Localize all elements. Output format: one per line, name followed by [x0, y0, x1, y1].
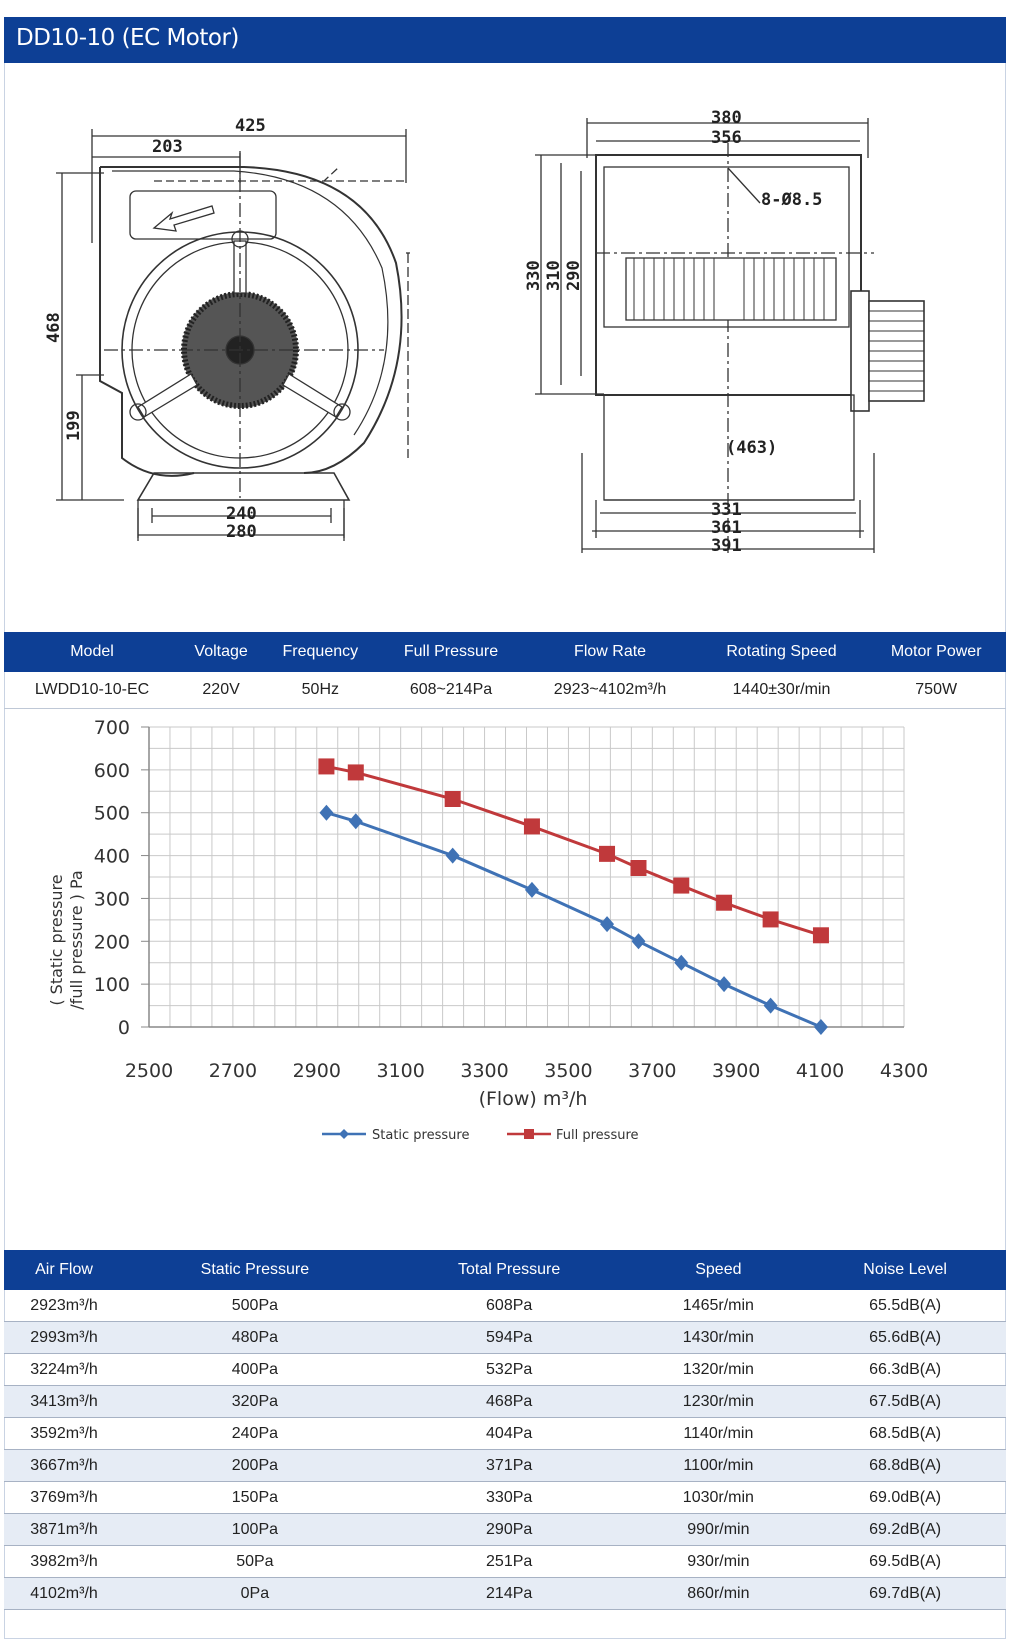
cell-noise-level: 69.7dB(A)	[804, 1578, 1006, 1610]
dim-label: 425	[235, 116, 266, 136]
spec-header-motor-power: Motor Power	[866, 632, 1006, 672]
cell-air-flow: 3982m³/h	[4, 1546, 124, 1578]
dim-label: 203	[152, 137, 183, 157]
dim-label: (463)	[726, 438, 778, 458]
dim-label: 380	[711, 108, 742, 128]
table-row	[4, 1482, 1006, 1514]
data-point-full-pressure	[630, 860, 646, 876]
data-point-static-pressure	[814, 1019, 828, 1035]
y-tick-label: 500	[93, 802, 130, 825]
dim-label: 240	[226, 504, 257, 524]
y-tick-label: 0	[117, 1017, 130, 1039]
table-row	[4, 1418, 1006, 1450]
cell-total-pressure: 532Pa	[386, 1354, 633, 1386]
pressure-flow-chart	[4, 705, 1006, 1245]
cell-static-pressure: 0Pa	[124, 1578, 386, 1610]
data-point-full-pressure	[348, 764, 364, 780]
data-point-full-pressure	[445, 791, 461, 807]
data-point-static-pressure	[600, 916, 614, 932]
chart-legend	[322, 1128, 639, 1143]
spec-header-frequency: Frequency	[262, 632, 378, 672]
perf-header-row	[4, 1250, 1006, 1290]
dim-label: 331	[711, 500, 742, 520]
cell-air-flow: 3224m³/h	[4, 1354, 124, 1386]
cell-static-pressure: 50Pa	[124, 1546, 386, 1578]
perf-table-body	[4, 1290, 1006, 1610]
perf-header-air-flow: Air Flow	[4, 1250, 124, 1290]
data-point-full-pressure	[763, 911, 779, 927]
spec-header-rotating-speed: Rotating Speed	[697, 632, 867, 672]
spec-model: LWDD10-10-EC	[4, 672, 180, 709]
table-row	[4, 1514, 1006, 1546]
dim-label: 391	[711, 536, 742, 556]
cell-noise-level: 68.8dB(A)	[804, 1450, 1006, 1482]
cell-noise-level: 66.3dB(A)	[804, 1354, 1006, 1386]
cell-noise-level: 69.0dB(A)	[804, 1482, 1006, 1514]
dim-label: 290	[564, 260, 584, 291]
cell-noise-level: 65.6dB(A)	[804, 1322, 1006, 1354]
cell-air-flow: 2993m³/h	[4, 1322, 124, 1354]
spec-voltage: 220V	[180, 672, 262, 709]
y-tick-label: 200	[93, 931, 130, 954]
spec-flow-rate: 2923~4102m³/h	[524, 672, 697, 709]
dim-label: 310	[544, 260, 564, 291]
side-view	[535, 118, 924, 553]
cell-air-flow: 3871m³/h	[4, 1514, 124, 1546]
data-point-static-pressure	[764, 998, 778, 1014]
cell-speed: 1230r/min	[633, 1386, 805, 1418]
cell-air-flow: 3413m³/h	[4, 1386, 124, 1418]
cell-static-pressure: 150Pa	[124, 1482, 386, 1514]
table-row	[4, 1354, 1006, 1386]
data-point-full-pressure	[599, 846, 615, 862]
cell-total-pressure: 608Pa	[386, 1290, 633, 1322]
cell-air-flow: 3667m³/h	[4, 1450, 124, 1482]
cell-static-pressure: 240Pa	[124, 1418, 386, 1450]
table-row	[4, 1290, 1006, 1322]
cell-static-pressure: 320Pa	[124, 1386, 386, 1418]
cell-total-pressure: 290Pa	[386, 1514, 633, 1546]
legend-static-marker	[339, 1129, 349, 1139]
cell-speed: 1465r/min	[633, 1290, 805, 1322]
dim-label: 330	[524, 260, 544, 291]
cell-static-pressure: 480Pa	[124, 1322, 386, 1354]
table-row	[4, 1322, 1006, 1354]
data-point-static-pressure	[717, 976, 731, 992]
table-row	[4, 1578, 1006, 1610]
dim-label: 8-Ø8.5	[761, 190, 823, 210]
cell-static-pressure: 200Pa	[124, 1450, 386, 1482]
x-tick-label: 3300	[460, 1060, 509, 1082]
x-tick-label: 4300	[879, 1060, 929, 1082]
table-row	[4, 1386, 1006, 1418]
cell-noise-level: 65.5dB(A)	[804, 1290, 1006, 1322]
spec-header-flow-rate: Flow Rate	[524, 632, 697, 672]
cell-speed: 1140r/min	[633, 1418, 805, 1450]
x-tick-label: 2700	[208, 1060, 258, 1082]
cell-static-pressure: 500Pa	[124, 1290, 386, 1322]
x-axis-label: (Flow) m³/h	[478, 1088, 588, 1110]
cell-total-pressure: 468Pa	[386, 1386, 633, 1418]
cell-static-pressure: 400Pa	[124, 1354, 386, 1386]
y-tick-label: 300	[93, 888, 130, 911]
dim-label: 356	[711, 128, 742, 148]
cell-total-pressure: 330Pa	[386, 1482, 633, 1514]
dim-label: 280	[226, 522, 257, 542]
dim-label: 199	[64, 410, 84, 441]
cell-noise-level: 67.5dB(A)	[804, 1386, 1006, 1418]
cell-air-flow: 4102m³/h	[4, 1578, 124, 1610]
data-point-static-pressure	[349, 813, 363, 829]
cell-total-pressure: 371Pa	[386, 1450, 633, 1482]
cell-noise-level: 69.5dB(A)	[804, 1546, 1006, 1578]
y-tick-label: 700	[93, 717, 130, 739]
perf-header-speed: Speed	[633, 1250, 805, 1290]
spec-row	[4, 672, 1006, 709]
perf-header-static-pressure: Static Pressure	[124, 1250, 386, 1290]
cell-speed: 860r/min	[633, 1578, 805, 1610]
spec-full-pressure: 608~214Pa	[378, 672, 523, 709]
dim-label: 468	[44, 312, 64, 343]
data-point-static-pressure	[319, 805, 333, 821]
cell-speed: 990r/min	[633, 1514, 805, 1546]
cell-air-flow: 2923m³/h	[4, 1290, 124, 1322]
table-row	[4, 1450, 1006, 1482]
data-point-static-pressure	[525, 882, 539, 898]
side-view-dimensions	[524, 108, 822, 556]
cell-total-pressure: 594Pa	[386, 1322, 633, 1354]
spec-rotating-speed: 1440±30r/min	[697, 672, 867, 709]
x-tick-label: 3900	[712, 1060, 761, 1082]
cell-speed: 1430r/min	[633, 1322, 805, 1354]
data-point-full-pressure	[716, 895, 732, 911]
cell-total-pressure: 404Pa	[386, 1418, 633, 1450]
dim-label: 361	[711, 518, 742, 538]
x-tick-label: 2900	[292, 1060, 341, 1082]
y-tick-label: 600	[93, 759, 130, 782]
table-row	[4, 1546, 1006, 1578]
data-point-full-pressure	[318, 758, 334, 774]
data-point-static-pressure	[631, 933, 645, 949]
perf-header-total-pressure: Total Pressure	[386, 1250, 633, 1290]
y-axis-label-line1: ( Static pressure	[47, 874, 66, 1006]
spec-header-model: Model	[4, 632, 180, 672]
data-point-full-pressure	[524, 818, 540, 834]
title-bar	[4, 17, 1006, 63]
cell-static-pressure: 100Pa	[124, 1514, 386, 1546]
x-tick-label: 3500	[544, 1060, 593, 1082]
x-tick-label: 4100	[795, 1060, 845, 1082]
y-tick-label: 400	[93, 845, 130, 868]
data-point-static-pressure	[674, 955, 688, 971]
perf-header-noise-level: Noise Level	[804, 1250, 1006, 1290]
y-axis-label-line2: /full pressure ) Pa	[67, 870, 86, 1010]
y-tick-labels	[94, 717, 149, 1039]
cell-speed: 1100r/min	[633, 1450, 805, 1482]
data-point-full-pressure	[813, 927, 829, 943]
spec-motor-power: 750W	[866, 672, 1006, 709]
x-tick-label: 3100	[376, 1060, 425, 1082]
cell-total-pressure: 251Pa	[386, 1546, 633, 1578]
legend-full-marker	[524, 1129, 534, 1139]
x-tick-label: 2500	[124, 1060, 174, 1082]
cell-air-flow: 3592m³/h	[4, 1418, 124, 1450]
cell-speed: 1030r/min	[633, 1482, 805, 1514]
y-tick-label: 100	[93, 974, 130, 997]
cell-noise-level: 68.5dB(A)	[804, 1418, 1006, 1450]
data-point-static-pressure	[446, 848, 460, 864]
front-view	[56, 129, 410, 541]
legend-static-label: Static pressure	[372, 1128, 470, 1143]
spec-header-full-pressure: Full Pressure	[378, 632, 523, 672]
chart-series	[318, 758, 829, 1035]
spec-header-row	[4, 632, 1006, 672]
cell-total-pressure: 214Pa	[386, 1578, 633, 1610]
technical-drawing	[4, 63, 1006, 631]
cell-air-flow: 3769m³/h	[4, 1482, 124, 1514]
spec-frequency: 50Hz	[262, 672, 378, 709]
cell-noise-level: 69.2dB(A)	[804, 1514, 1006, 1546]
cell-speed: 930r/min	[633, 1546, 805, 1578]
page-title: DD10-10 (EC Motor)	[16, 25, 239, 51]
data-point-full-pressure	[673, 878, 689, 894]
x-tick-labels	[125, 1060, 928, 1082]
cell-speed: 1320r/min	[633, 1354, 805, 1386]
spec-header-voltage: Voltage	[180, 632, 262, 672]
chart-grid	[149, 727, 904, 1027]
performance-table	[4, 1250, 1006, 1610]
spec-table	[4, 632, 1006, 709]
legend-full-label: Full pressure	[556, 1128, 639, 1143]
x-tick-label: 3700	[628, 1060, 677, 1082]
